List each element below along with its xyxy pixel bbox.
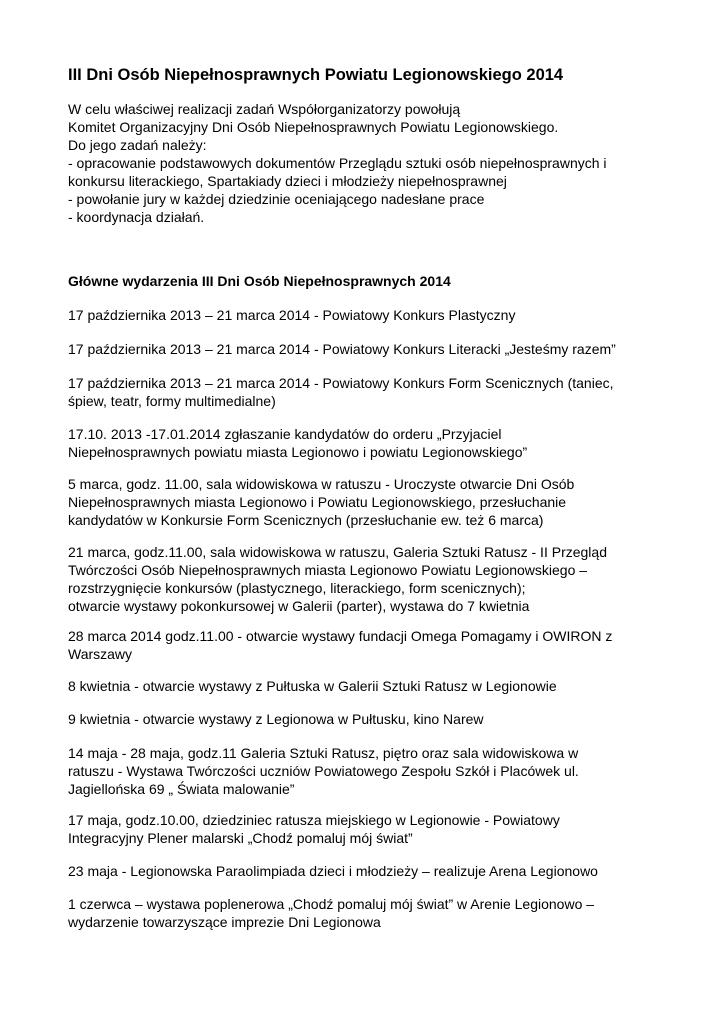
event-line: 21 marca, godz.11.00, sala widowiskowa w ratuszu, Galeria Sztuki Ratusz - II Przegląd [68, 544, 607, 560]
event-item [68, 895, 668, 931]
event-line: Niepełnosprawnych powiatu miasta Legionowo i powiatu Legionowskiego” [68, 444, 528, 460]
event-line: Integracyjny Plener malarski „Chodź pomaluj mój świat” [68, 830, 413, 846]
event-line: śpiew, teatr, formy multimedialne) [68, 393, 276, 409]
event-line: Warszawy [68, 646, 133, 662]
document-title: III Dni Osób Niepełnosprawnych Powiatu Legionowskiego 2014 [68, 66, 564, 84]
event-line: Jagiellońska 69 „ Świata malowanie” [68, 781, 295, 797]
intro-line: Do jego zadań należy: [68, 137, 207, 153]
intro-line: Komitet Organizacyjny Dni Osób Niepełnosprawnych Powiatu Legionowskiego. [68, 119, 559, 135]
event-line: 17 października 2013 – 21 marca 2014 - Powiatowy Konkurs Form Scenicznych (taniec, [68, 375, 614, 391]
event-line: 9 kwietnia - otwarcie wystawy z Legionowa w Pułtusku, kino Narew [68, 711, 484, 727]
event-item [68, 627, 668, 663]
event-item [68, 862, 668, 880]
intro-paragraph [68, 100, 668, 226]
events-heading: Główne wydarzenia III Dni Osób Niepełnosprawnych 2014 [68, 273, 451, 289]
event-line: rozstrzygnięcie konkursów (plastycznego, literackiego, form scenicznych); [68, 580, 526, 596]
event-line: 1 czerwca – wystawa poplenerowa „Chodź pomaluj mój świat” w Arenie Legionowo – [68, 896, 595, 912]
event-item [68, 677, 668, 695]
event-line: 8 kwietnia - otwarcie wystawy z Pułtuska w Galerii Sztuki Ratusz w Legionowie [68, 678, 557, 694]
event-line: 5 marca, godz. 11.00, sala widowiskowa w ratuszu - Uroczyste otwarcie Dni Osób [68, 476, 575, 492]
event-line: ratuszu - Wystawa Twórczości uczniów Powiatowego Zespołu Szkół i Placówek ul. [68, 763, 579, 779]
intro-line: - opracowanie podstawowych dokumentów Przeglądu sztuki osób niepełnosprawnych i [68, 155, 607, 171]
intro-line: - koordynacja działań. [68, 209, 205, 225]
event-line: otwarcie wystawy pokonkursowej w Galerii (parter), wystawa do 7 kwietnia [68, 598, 530, 614]
event-line: 17 października 2013 – 21 marca 2014 - Powiatowy Konkurs Plastyczny [68, 307, 516, 323]
event-line: Niepełnosprawnych miasta Legionowo i Powiatu Legionowskiego, przesłuchanie [68, 494, 567, 510]
event-line: 23 maja - Legionowska Paraolimpiada dzieci i młodzieży – realizuje Arena Legionowo [68, 863, 598, 879]
event-line: 14 maja - 28 maja, godz.11 Galeria Sztuki Ratusz, piętro oraz sala widowiskowa w [68, 745, 579, 761]
event-item [68, 710, 668, 728]
event-item [68, 543, 668, 615]
event-item [68, 811, 668, 847]
event-line: 28 marca 2014 godz.11.00 - otwarcie wystawy fundacji Omega Pomagamy i OWIRON z [68, 628, 613, 644]
event-item [68, 306, 668, 324]
event-item [68, 744, 668, 798]
event-line: kandydatów w Konkursie Form Scenicznych (przesłuchanie ew. też 6 marca) [68, 512, 544, 528]
event-line: wydarzenie towarzyszące imprezie Dni Legionowa [68, 914, 381, 930]
event-item [68, 374, 668, 410]
event-line: 17 maja, godz.10.00, dziedziniec ratusza miejskiego w Legionowie - Powiatowy [68, 812, 560, 828]
event-item [68, 475, 668, 529]
event-item [68, 425, 668, 461]
event-line: 17.10. 2013 -17.01.2014 zgłaszanie kandydatów do orderu „Przyjaciel [68, 426, 502, 442]
intro-line: - powołanie jury w każdej dziedzinie oceniającego nadesłane prace [68, 191, 485, 207]
event-line: 17 października 2013 – 21 marca 2014 - Powiatowy Konkurs Literacki „Jesteśmy razem” [68, 341, 616, 357]
intro-line: W celu właściwej realizacji zadań Współorganizatorzy powołują [68, 101, 461, 117]
event-item [68, 340, 668, 358]
event-line: Twórczości Osób Niepełnosprawnych miasta Legionowo Powiatu Legionowskiego – [68, 562, 588, 578]
intro-line: konkursu literackiego, Spartakiady dzieci i młodzieży niepełnosprawnej [68, 173, 507, 189]
